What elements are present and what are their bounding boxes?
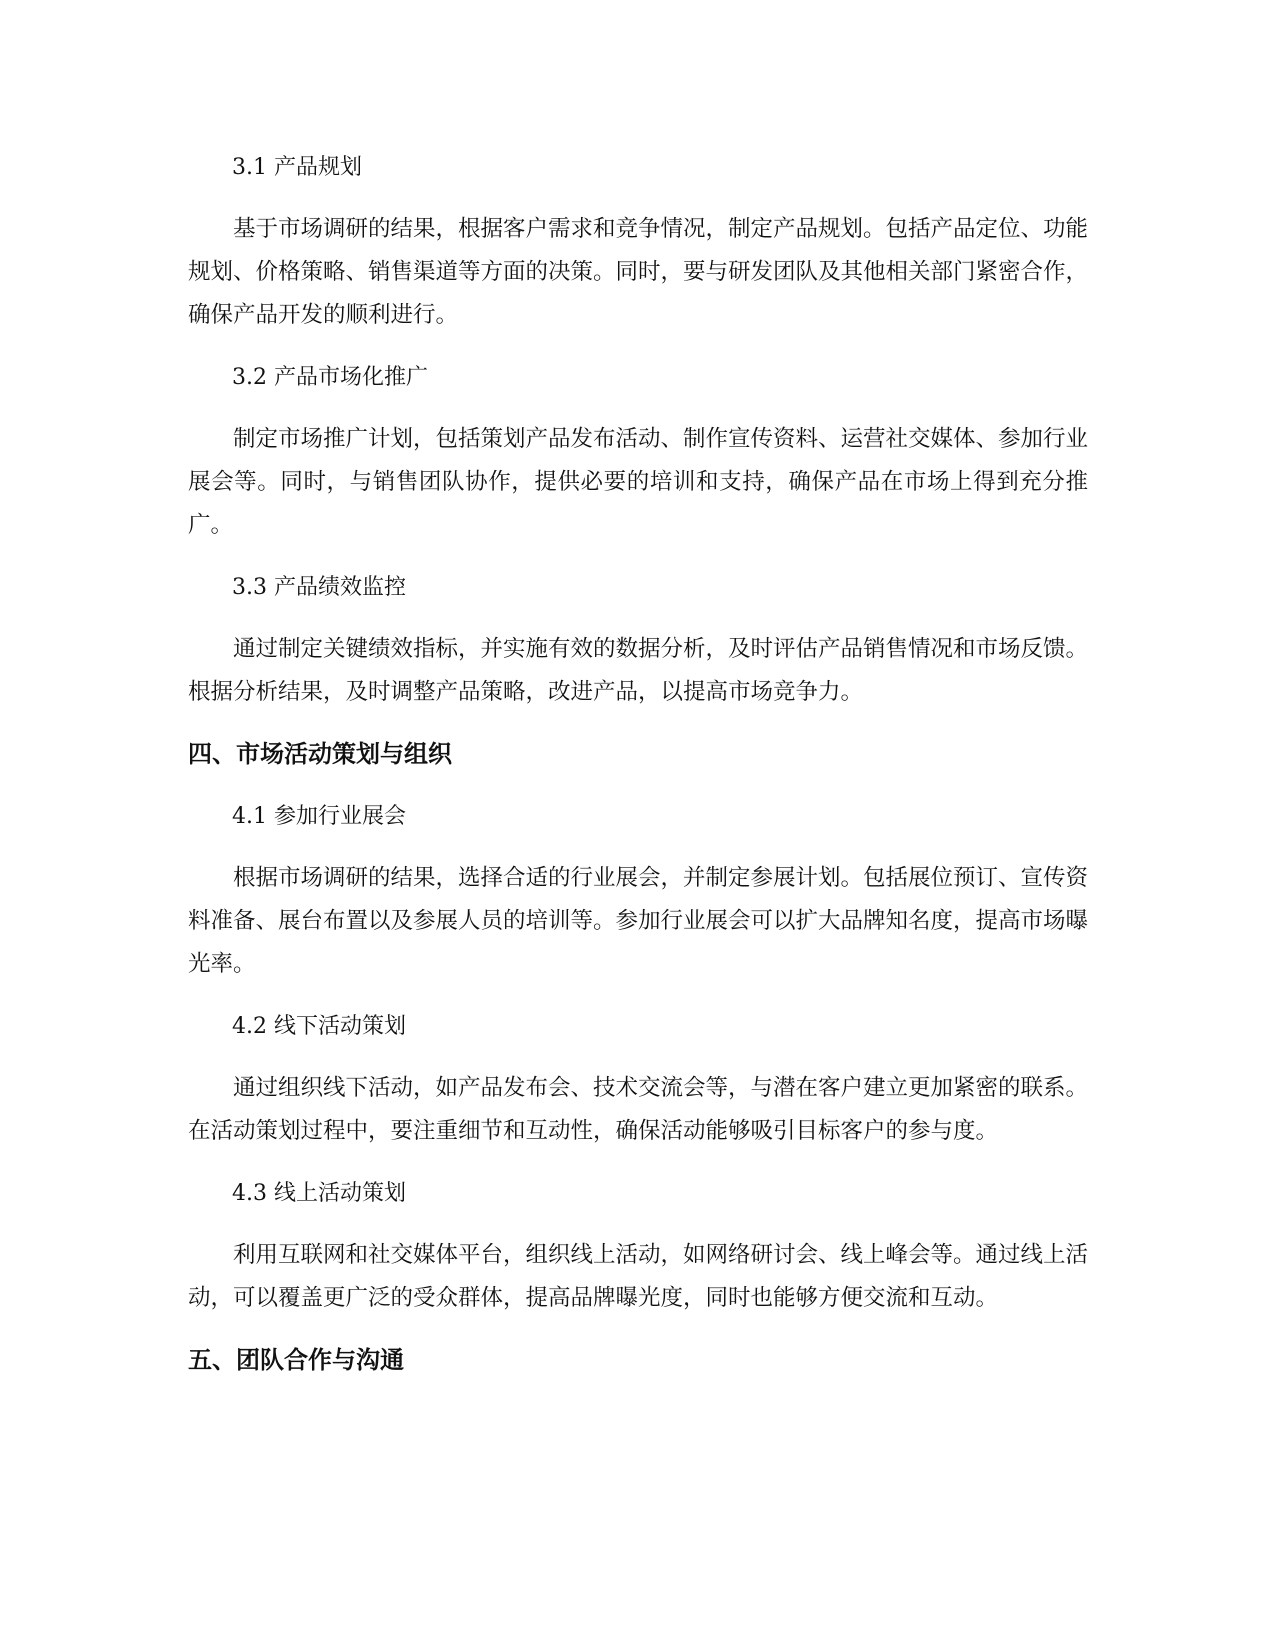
subheading-3-1: 3.1 产品规划 — [232, 155, 362, 180]
section-title-4: 四、市场活动策划与组织 — [188, 740, 452, 768]
paragraph-product-planning: 基于市场调研的结果，根据客户需求和竞争情况，制定产品规划。包括产品定位、功能规划、价格策略、销售渠道等方面的决策。同时，要与研发团队及其他相关部门紧密合作，确保产品开发的顺利进行。 — [188, 216, 1089, 328]
section-title-5: 五、团队合作与沟通 — [188, 1346, 404, 1374]
paragraph-product-promotion: 制定市场推广计划，包括策划产品发布活动、制作宣传资料、运营社交媒体、参加行业展会等。同时，与销售团队协作，提供必要的培训和支持，确保产品在市场上得到充分推广。 — [188, 426, 1089, 538]
paragraph-trade-shows: 根据市场调研的结果，选择合适的行业展会，并制定参展计划。包括展位预订、宣传资料准备、展台布置以及参展人员的培训等。参加行业展会可以扩大品牌知名度，提高市场曝光率。 — [188, 865, 1089, 977]
paragraph-online-events: 利用互联网和社交媒体平台，组织线上活动，如网络研讨会、线上峰会等。通过线上活动，可以覆盖更广泛的受众群体，提高品牌曝光度，同时也能够方便交流和互动。 — [188, 1242, 1089, 1311]
subheading-4-1: 4.1 参加行业展会 — [232, 804, 406, 829]
subheading-4-2: 4.2 线下活动策划 — [232, 1014, 406, 1039]
paragraph-performance-monitoring: 通过制定关键绩效指标，并实施有效的数据分析，及时评估产品销售情况和市场反馈。根据分析结果，及时调整产品策略，改进产品，以提高市场竞争力。 — [188, 636, 1089, 705]
document-body — [188, 146, 1088, 1401]
paragraph-offline-events: 通过组织线下活动，如产品发布会、技术交流会等，与潜在客户建立更加紧密的联系。在活动策划过程中，要注重细节和互动性，确保活动能够吸引目标客户的参与度。 — [188, 1075, 1089, 1144]
subheading-3-3: 3.3 产品绩效监控 — [232, 575, 406, 600]
subheading-4-3: 4.3 线上活动策划 — [232, 1181, 406, 1206]
subheading-3-2: 3.2 产品市场化推广 — [232, 365, 428, 390]
